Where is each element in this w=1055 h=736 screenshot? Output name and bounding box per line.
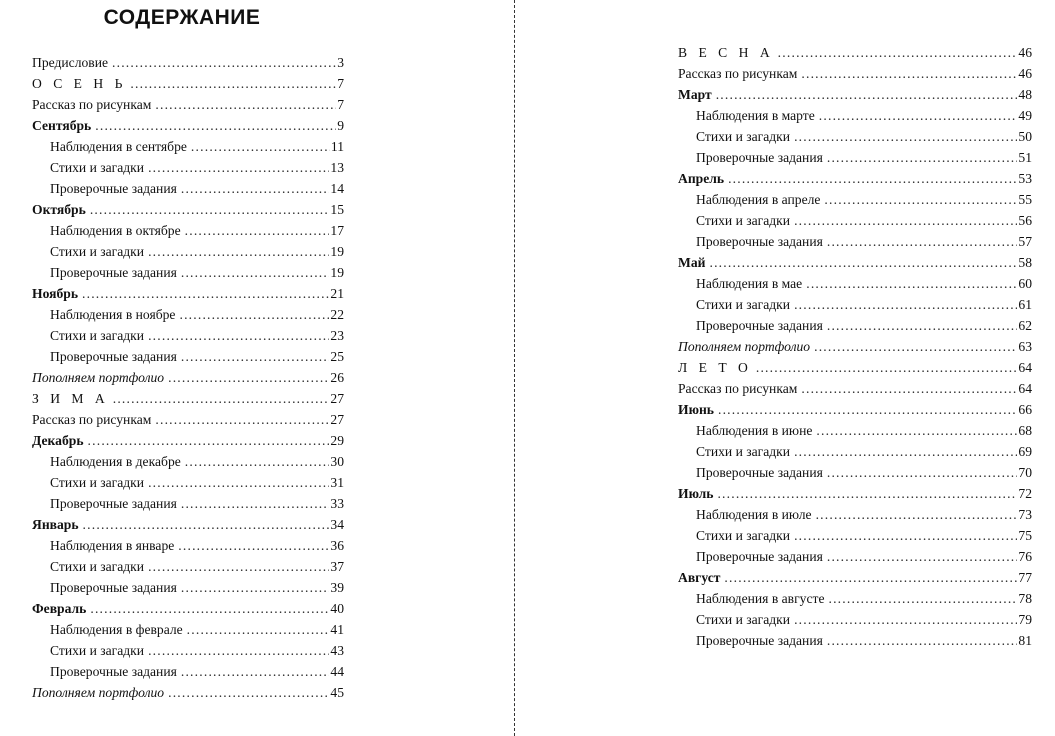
toc-dot-leader — [179, 304, 329, 325]
toc-entry — [678, 63, 1032, 84]
toc-entry — [32, 514, 344, 535]
toc-entry-label: Проверочные задания — [50, 265, 177, 280]
toc-page-number: 27 — [330, 391, 344, 406]
toc-entry-label: Февраль — [32, 601, 87, 616]
toc-entry-label: Наблюдения в июле — [696, 507, 812, 522]
toc-entry-label: Проверочные задания — [696, 150, 823, 165]
toc-dot-leader — [716, 84, 1018, 105]
toc-entry-label: Проверочные задания — [696, 465, 823, 480]
toc-entry — [32, 262, 344, 283]
toc-page-number: 57 — [1018, 234, 1032, 249]
toc-dot-leader — [148, 241, 329, 262]
page-fold-divider — [514, 0, 515, 736]
toc-entry — [678, 378, 1032, 399]
toc-dot-leader — [801, 63, 1017, 84]
toc-entry — [678, 630, 1032, 651]
toc-entry-label: Стихи и загадки — [50, 160, 145, 175]
toc-entry-label: Наблюдения в мае — [696, 276, 803, 291]
toc-entry — [32, 241, 344, 262]
toc-entry-label: Наблюдения в октябре — [50, 223, 181, 238]
toc-dot-leader — [794, 126, 1017, 147]
toc-dot-leader — [794, 294, 1017, 315]
toc-entry — [32, 472, 344, 493]
toc-dot-leader — [827, 231, 1018, 252]
toc-entry-label: Рассказ по рисункам — [678, 66, 798, 81]
toc-dot-leader — [814, 336, 1017, 357]
toc-dot-leader — [112, 52, 336, 73]
toc-entry — [32, 346, 344, 367]
toc-page-number: 46 — [1018, 45, 1032, 60]
toc-dot-leader — [185, 220, 330, 241]
toc-entry-label: Проверочные задания — [50, 181, 177, 196]
toc-entry — [32, 430, 344, 451]
toc-entry — [678, 252, 1032, 273]
toc-entry — [678, 273, 1032, 294]
toc-entry-label: Стихи и загадки — [50, 643, 145, 658]
toc-page-number: 19 — [330, 265, 344, 280]
toc-entry — [32, 178, 344, 199]
toc-entry-label: Рассказ по рисункам — [32, 412, 152, 427]
toc-page-number: 56 — [1018, 213, 1032, 228]
toc-page-number: 21 — [330, 286, 344, 301]
toc-entry — [678, 294, 1032, 315]
toc-entry-label: Июнь — [678, 402, 714, 417]
toc-page-number: 7 — [337, 76, 344, 91]
toc-dot-leader — [178, 535, 329, 556]
toc-dot-leader — [148, 556, 329, 577]
toc-page-number: 63 — [1018, 339, 1032, 354]
toc-dot-leader — [806, 273, 1017, 294]
toc-entry — [678, 420, 1032, 441]
toc-entry — [32, 451, 344, 472]
toc-left-column — [32, 52, 344, 703]
toc-entry — [678, 462, 1032, 483]
toc-page-number: 79 — [1018, 612, 1032, 627]
toc-entry-label: Декабрь — [32, 433, 84, 448]
toc-dot-leader — [794, 609, 1017, 630]
toc-page-number: 60 — [1018, 276, 1032, 291]
toc-entry-label: Стихи и загадки — [696, 444, 791, 459]
toc-entry — [32, 367, 344, 388]
toc-entry — [32, 535, 344, 556]
toc-page-number: 34 — [330, 517, 344, 532]
toc-dot-leader — [828, 588, 1017, 609]
toc-entry-label: Л Е Т О — [678, 360, 752, 375]
toc-page-number: 44 — [330, 664, 344, 679]
toc-dot-leader — [794, 525, 1017, 546]
toc-dot-leader — [191, 136, 330, 157]
toc-page-number: 26 — [330, 370, 344, 385]
toc-dot-leader — [717, 483, 1017, 504]
toc-entry-label: Стихи и загадки — [696, 612, 791, 627]
toc-dot-leader — [113, 388, 330, 409]
toc-dot-leader — [827, 630, 1018, 651]
toc-dot-leader — [155, 409, 329, 430]
toc-entry — [678, 84, 1032, 105]
toc-entry — [678, 336, 1032, 357]
toc-page-number: 58 — [1018, 255, 1032, 270]
toc-entry-label: Стихи и загадки — [696, 528, 791, 543]
toc-page-number: 22 — [330, 307, 344, 322]
toc-entry-label: Стихи и загадки — [696, 297, 791, 312]
toc-entry — [32, 136, 344, 157]
toc-entry-label: Рассказ по рисункам — [678, 381, 798, 396]
toc-page-number: 19 — [330, 244, 344, 259]
toc-entry-label: Наблюдения в апреле — [696, 192, 821, 207]
toc-dot-leader — [801, 378, 1017, 399]
toc-dot-leader — [181, 178, 330, 199]
toc-entry — [678, 609, 1032, 630]
toc-entry-label: Проверочные задания — [696, 549, 823, 564]
toc-page-number: 25 — [330, 349, 344, 364]
toc-page-number: 50 — [1018, 129, 1032, 144]
toc-page-number: 14 — [330, 181, 344, 196]
toc-entry — [678, 525, 1032, 546]
toc-dot-leader — [181, 262, 330, 283]
toc-entry — [32, 661, 344, 682]
toc-page-number: 62 — [1018, 318, 1032, 333]
toc-entry-label: Январь — [32, 517, 79, 532]
toc-entry — [32, 556, 344, 577]
toc-entry-label: Проверочные задания — [696, 234, 823, 249]
toc-page-number: 23 — [330, 328, 344, 343]
toc-dot-leader — [95, 115, 336, 136]
toc-entry-label: Проверочные задания — [50, 349, 177, 364]
toc-entry-label: Стихи и загадки — [50, 475, 145, 490]
toc-entry — [32, 199, 344, 220]
toc-page-number: 46 — [1018, 66, 1032, 81]
toc-dot-leader — [90, 598, 329, 619]
toc-entry-label: Ноябрь — [32, 286, 79, 301]
toc-dot-leader — [148, 472, 329, 493]
toc-entry — [678, 357, 1032, 378]
toc-dot-leader — [148, 640, 329, 661]
toc-dot-leader — [181, 346, 330, 367]
toc-entry-label: Стихи и загадки — [50, 244, 145, 259]
toc-entry — [678, 588, 1032, 609]
toc-entry-label: Наблюдения в июне — [696, 423, 813, 438]
toc-entry-label: Наблюдения в ноябре — [50, 307, 176, 322]
toc-entry-label: Проверочные задания — [50, 664, 177, 679]
toc-dot-leader — [82, 283, 329, 304]
toc-entry — [678, 504, 1032, 525]
toc-dot-leader — [724, 567, 1017, 588]
toc-page-number: 15 — [330, 202, 344, 217]
toc-entry — [678, 210, 1032, 231]
toc-entry — [32, 682, 344, 703]
toc-entry-label: Наблюдения в августе — [696, 591, 825, 606]
toc-right-column — [678, 42, 1032, 651]
toc-entry — [678, 546, 1032, 567]
toc-dot-leader — [824, 189, 1017, 210]
toc-page-number: 70 — [1018, 465, 1032, 480]
toc-entry-label: Апрель — [678, 171, 725, 186]
toc-page-number: 64 — [1018, 381, 1032, 396]
toc-entry-label: Октябрь — [32, 202, 86, 217]
toc-entry-label: Наблюдения в январе — [50, 538, 175, 553]
toc-dot-leader — [816, 504, 1018, 525]
toc-entry — [678, 189, 1032, 210]
toc-entry — [678, 42, 1032, 63]
toc-entry-label: Проверочные задания — [696, 318, 823, 333]
toc-entry-label: Предисловие — [32, 55, 109, 70]
toc-entry — [32, 94, 344, 115]
toc-entry — [32, 325, 344, 346]
toc-dot-leader — [827, 147, 1018, 168]
toc-entry — [678, 168, 1032, 189]
toc-entry-label: Наблюдения в марте — [696, 108, 815, 123]
toc-entry-label: Пополняем портфолио — [32, 685, 165, 700]
toc-entry — [32, 115, 344, 136]
toc-entry-label: Проверочные задания — [696, 633, 823, 648]
toc-entry-label: Проверочные задания — [50, 580, 177, 595]
toc-page-number: 66 — [1018, 402, 1032, 417]
toc-page-number: 68 — [1018, 423, 1032, 438]
toc-entry-label: О С Е Н Ь — [32, 76, 127, 91]
toc-dot-leader — [728, 168, 1017, 189]
toc-entry — [32, 220, 344, 241]
toc-page-number: 31 — [330, 475, 344, 490]
toc-entry — [678, 315, 1032, 336]
toc-dot-leader — [827, 462, 1018, 483]
toc-entry-label: Наблюдения в декабре — [50, 454, 181, 469]
toc-page-number: 61 — [1018, 297, 1032, 312]
toc-page-number: 77 — [1018, 570, 1032, 585]
toc-page-number: 11 — [330, 139, 344, 154]
toc-page-number: 43 — [330, 643, 344, 658]
toc-page-number: 36 — [330, 538, 344, 553]
toc-page-number: 78 — [1018, 591, 1032, 606]
toc-page-number: 17 — [330, 223, 344, 238]
toc-page-number: 41 — [330, 622, 344, 637]
toc-entry-label: Август — [678, 570, 721, 585]
toc-entry-label: Проверочные задания — [50, 496, 177, 511]
toc-entry — [678, 399, 1032, 420]
toc-dot-leader — [718, 399, 1017, 420]
toc-entry — [32, 52, 344, 73]
toc-page-number: 69 — [1018, 444, 1032, 459]
toc-entry — [32, 157, 344, 178]
toc-entry — [32, 598, 344, 619]
toc-entry-label: Пополняем портфолио — [32, 370, 165, 385]
toc-entry — [678, 105, 1032, 126]
toc-page-number: 72 — [1018, 486, 1032, 501]
toc-entry — [678, 567, 1032, 588]
toc-entry-label: Июль — [678, 486, 714, 501]
toc-dot-leader — [819, 105, 1018, 126]
toc-dot-leader — [778, 42, 1018, 63]
toc-page-number: 51 — [1018, 150, 1032, 165]
toc-entry-label: Март — [678, 87, 712, 102]
toc-page-number: 48 — [1018, 87, 1032, 102]
toc-page-number: 53 — [1018, 171, 1032, 186]
toc-page-number: 64 — [1018, 360, 1032, 375]
toc-entry — [678, 441, 1032, 462]
toc-dot-leader — [155, 94, 336, 115]
toc-entry-label: Стихи и загадки — [696, 213, 791, 228]
toc-entry — [32, 283, 344, 304]
toc-dot-leader — [827, 315, 1018, 336]
toc-dot-leader — [181, 661, 330, 682]
toc-entry-label: В Е С Н А — [678, 45, 774, 60]
toc-dot-leader — [181, 577, 330, 598]
toc-dot-leader — [185, 451, 330, 472]
toc-entry — [32, 409, 344, 430]
toc-page-number: 73 — [1018, 507, 1032, 522]
toc-page-number: 29 — [330, 433, 344, 448]
toc-dot-leader — [756, 357, 1018, 378]
toc-dot-leader — [794, 210, 1017, 231]
toc-page-number: 30 — [330, 454, 344, 469]
toc-entry-label: Рассказ по рисункам — [32, 97, 152, 112]
toc-dot-leader — [187, 619, 330, 640]
toc-dot-leader — [90, 199, 330, 220]
toc-entry — [32, 73, 344, 94]
toc-entry-label: З И М А — [32, 391, 109, 406]
toc-page-number: 40 — [330, 601, 344, 616]
toc-page-number: 81 — [1018, 633, 1032, 648]
toc-entry — [32, 577, 344, 598]
toc-dot-leader — [794, 441, 1017, 462]
toc-page-number: 37 — [330, 559, 344, 574]
toc-entry — [32, 640, 344, 661]
toc-entry — [32, 493, 344, 514]
toc-dot-leader — [148, 157, 329, 178]
toc-dot-leader — [827, 546, 1018, 567]
page-title: СОДЕРЖАНИЕ — [103, 6, 261, 29]
toc-page-number: 33 — [330, 496, 344, 511]
toc-entry-label: Стихи и загадки — [50, 328, 145, 343]
toc-dot-leader — [168, 367, 329, 388]
toc-dot-leader — [168, 682, 329, 703]
toc-entry — [32, 304, 344, 325]
toc-page-number: 3 — [337, 55, 344, 70]
toc-dot-leader — [130, 73, 336, 94]
toc-entry-label: Май — [678, 255, 706, 270]
toc-page-number: 49 — [1018, 108, 1032, 123]
toc-entry-label: Стихи и загадки — [696, 129, 791, 144]
toc-dot-leader — [148, 325, 329, 346]
toc-entry — [678, 147, 1032, 168]
toc-entry-label: Наблюдения в сентябре — [50, 139, 187, 154]
toc-entry-label: Наблюдения в феврале — [50, 622, 183, 637]
toc-page-number: 39 — [330, 580, 344, 595]
toc-entry — [678, 483, 1032, 504]
toc-dot-leader — [709, 252, 1017, 273]
toc-entry-label: Сентябрь — [32, 118, 92, 133]
toc-page-number: 7 — [337, 97, 344, 112]
toc-dot-leader — [816, 420, 1017, 441]
toc-entry — [678, 126, 1032, 147]
toc-dot-leader — [83, 514, 330, 535]
toc-entry — [678, 231, 1032, 252]
toc-entry-label: Пополняем портфолио — [678, 339, 811, 354]
toc-page-number: 9 — [337, 118, 344, 133]
toc-page-number: 76 — [1018, 549, 1032, 564]
toc-entry — [32, 388, 344, 409]
toc-page-number: 75 — [1018, 528, 1032, 543]
toc-dot-leader — [181, 493, 330, 514]
toc-entry-label: Стихи и загадки — [50, 559, 145, 574]
toc-dot-leader — [88, 430, 330, 451]
toc-page-number: 13 — [330, 160, 344, 175]
toc-page-number: 27 — [330, 412, 344, 427]
toc-page-number: 55 — [1018, 192, 1032, 207]
toc-page-number: 45 — [330, 685, 344, 700]
toc-entry — [32, 619, 344, 640]
